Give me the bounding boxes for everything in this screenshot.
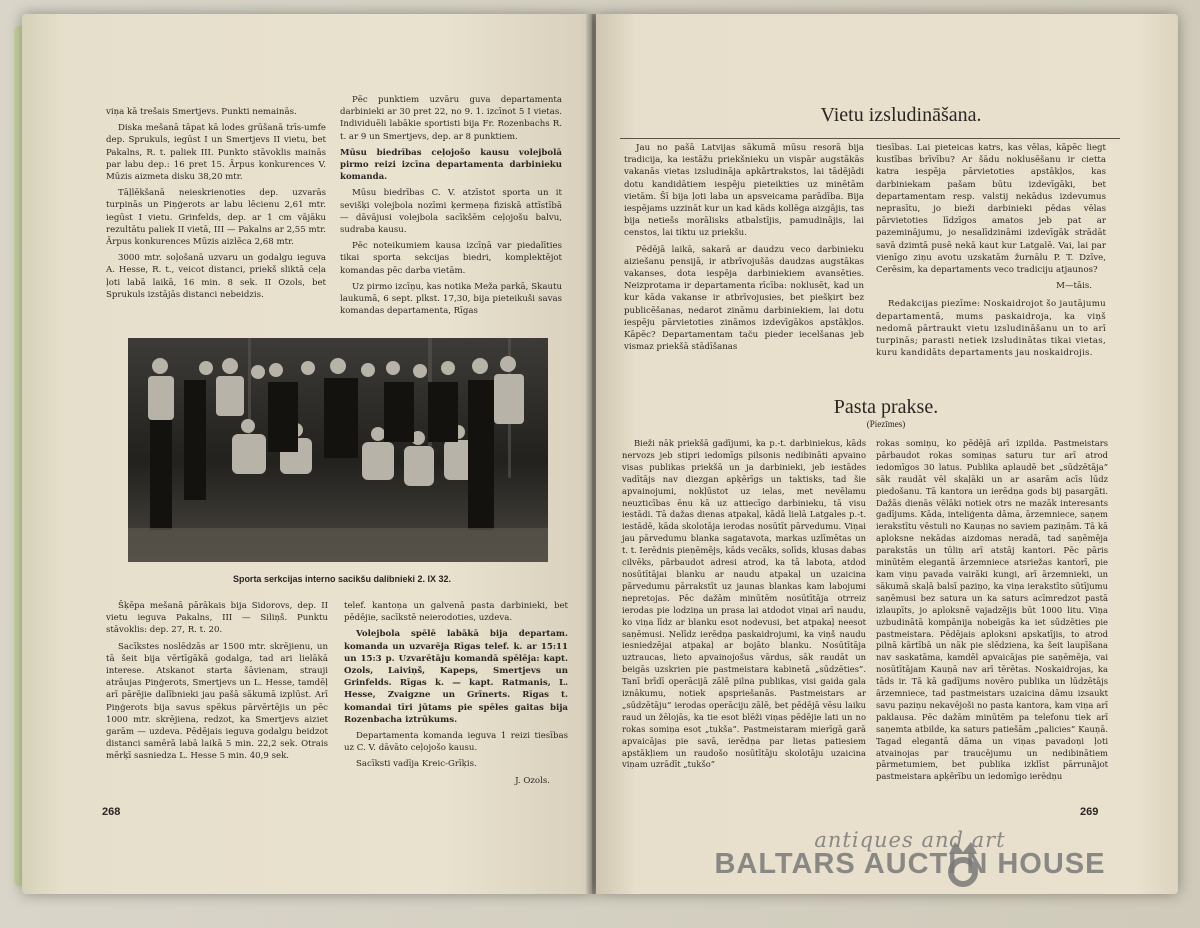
paragraph: Pēdējā laikā, sakarā ar daudzu veco darbinieku aiziešanu pensijā, ir atbrīvojušās daudzas augstākas vakanses, dota iespēja darbiniekiem avansēties. Neizprotama ir departamenta rīcība: noklusēt, kad un kur kāda vakanse ir atbrīvojusies, bet piešķirt bez publicēšanas, nedarot zināmu darbiniekiem, lai dotu iespēju pārvietoties zināmos izdevīgākos apstākļos. Kāpēc? Departamentam taču pieder iecelšanas jeb vismaz priekšā stādīšanas — [624, 244, 864, 353]
paragraph: Pēc noteikumiem kausa izcīņā var piedalīties tikai sporta sekcijas biedri, komplektējot komandas pēc darba vietām. — [340, 241, 562, 276]
paragraph: Sacīksti vadīja Kreic-Grīķis. — [356, 759, 477, 770]
left-column-3 — [106, 600, 328, 767]
paragraph: Uz pirmo izcīņu, kas notika Meža parkā, Skautu laukumā, 6 sept. plkst. 17,30, bija pieteikuši savas komandas departamenta, Rīgas — [340, 281, 562, 317]
paragraph: Diska mešanā tāpat kā lodes grūšanā trīs-umfe dep. Sprukuls, iegūst I un Smertjevs II vietu, bet Pakalns, R. t. paliek III. Punkto stāvoklis mainās par labu dep.: 16 pret 15. Ārpus konkurences V. Mūzis aizmeta disku 38,20 mtr. — [106, 123, 326, 183]
paragraph: Tāļlēkšanā neieskrienoties dep. uzvarās turpinās un Piņģerots ar labu lēcienu 2,61 mtr. iegūst I vietu. Grinfelds, dep. ar 1 cm vājāku rezultātu paliek II vietā, III — Pakalns ar 2,55 mtr. Ārpus konkurences Mūzis aizlēca 2,68 mtr. — [106, 188, 326, 248]
paragraph: Volejbola spēlē labākā bija departam. komanda un uzvarēja Rīgas telef. k. ar 15:11 un 15:3 p. Uzvarētāju komandā spēlēja: kapt. Ozols, Laiviņš, Kapeps, Smertjevs un Grinfelds. Rīgas k. — kapt. Ratmanis, L. Hesse, Zvaigzne un Grīnerts. Rīgas t. komandai tīri jūtams pie spēles gaitas bija Rozenbacha iztrūkums. — [344, 629, 568, 725]
watermark-tagline: antiques and art — [814, 828, 1006, 852]
title-rule — [620, 138, 1120, 139]
article-title-vietu: Vietu izsludināšana. — [820, 104, 982, 126]
left-column-4 — [344, 600, 568, 787]
paragraph: Bieži nāk priekšā gadījumi, ka p.-t. darbiniekus, kāds nervozs jeb stipri iedomīgs pilsonis nedibināti apvaino visas publikas priekšā un ja darbinieki, jeb iestādes vadītājs nav diezgan apķērīgs un taktisks, tad šie apvainojumi, nokļūstot uz ielas, met nevēlamu neuzticības ēnu kā uz attiecīgo darbinieku, tā visu iestādi. Tā dažas dienas atpakaļ, kādā lielā Latgales p.-t. iestādē, kāda skolotāja ierodas nosūtīt pārvedumu. Viņai jau pārvedumu blanka sagatavota, markas uzlīmētas un t. t. Ierēdnis pieņēmējs, kāds vecāks, solīds, klusas dabas cilvēks, pārbaudot adresi atrod, ka tā labota, atdod nosūtītājai blanku ar naudu atpakaļ un uzaicina pārvedumu pārrakstīt uz jaunas blankas kam labojumi nepretojas. Pēc dažām minūtēm nosūtītāja otrreiz ierodas pie lodziņa un prasa lai atdodot viņai arī naudu, ko viņa līdz ar blanku esot nodevusi, bet atpakaļ neesot saņēmusi. Nelīdz ierēdņa paskaidrojumi, ka viņš naudu iesniedzējai atpakaļ ar bojāto blanku. Nosūtītāja uztraucas, lieto apvainojošus vārdus, sāk raudāt un beigās uzskrien pie pastmeistara kabinetā „sūdzēties”. Tanī brīdī operācijā zālē pilna publikas, visi gaida gala iznākumu, notiek apspriešanās. Pastmeistars ar „sūdzētāju” ierodas operāciju zālē, bet pēdējā vēsu laiku raud un žēlojās, ka tie esot blēži viņas pēdējie lati un no rokas somiņa esot „tukša”. Pastmeistaram mierīgā garā apvaicājas pie savā, ierēdņa par lietas patiesiem apstākļiem un raudošo nosūtītāju skolotāju uzaicina viņam uzrādīt „tukšo” — [622, 438, 867, 770]
watermark — [690, 828, 1130, 881]
page-number-right: 269 — [1080, 806, 1099, 818]
team-photo-image — [128, 338, 548, 562]
team-photo — [128, 338, 548, 562]
paragraph: viņa kā trešais Smertjevs. Punkti nemainās. — [106, 107, 297, 117]
paragraph: 3000 mtr. soļošanā uzvaru un godalgu ieguva A. Hesse, R. t., veicot distanci, priekš sliktā ceļa ļoti labā laikā, 16 min. 8 sek. II Ozols, bet Sprukuls izstājās distanci nebeidzis. — [106, 253, 326, 300]
editor-note: Redakcijas piezīme: Noskaidrojot šo jautājumu departamentā, mums paskaidroja, ka viņš nedomā pārtraukt vietu izsludināšanu un to arī turpinās; parasti netiek izsludinātas tikai vietas, kuru kandidāts departaments jau noskaidrojis. — [876, 299, 1106, 359]
paragraph: Departamenta komanda ieguva 1 reizi tiesības uz C. V. dāvāto ceļojošo kausu. — [344, 731, 568, 754]
paragraph: Pēc punktiem uzvāru guva departamenta darbinieki ar 30 pret 22, no 9. 1. izcīnot 5 I vietas. Individuēli labākie sportisti bija Fr. Rozenbachs R. t. ar 9 un Smertjevs, dep. ar 8 punktiem. — [340, 95, 562, 142]
paragraph: Jau no pašā Latvijas sākumā mūsu resorā bija tradicija, ka iestāžu priekšnieku un vispār augstākās vakanās vietas izsludināja apkārtrakstos, lai tādējādi dotu kandidātiem iespēju pieteikties uz minētām vietām. Šī bija ļoti laba un apsveicama parādība. Bija iespējams uzzināt kur un kad kāds kollēga aizgājis, tas bija netiešs morālisks atbalstījis, pamudinājis, lai censtos, lai tiktu uz priekšu. — [624, 143, 864, 239]
signature: J. Ozols. — [515, 775, 550, 786]
paragraph-bold: Mūsu biedrības ceļojošo kausu volejbolā pirmo reizi izcīna departamenta darbinieku komanda. — [340, 147, 562, 183]
right-column-2 — [876, 142, 1106, 363]
page-number-left: 268 — [102, 806, 121, 818]
watermark-brand: BALTARS AUCTI N HOUSE — [714, 848, 1106, 880]
paragraph: Sacīkstes noslēdzās ar 1500 mtr. skrējienu, un tā šeit bija vērtīgākā godalga, tad ari lielākā interese. Atskanot starta šāvienam, strauji atrāujas Piņģerots, Smertjevs un L. Hesse, tamdēļ arī pārējie dalībnieki jau pašā sākumā izplūst. Arī Piņģerots bija savus spēkus pārvērtējis un pēc 1000 mtr. skrējiena, redzot, ka Smertjevs aiziet garām — uzdeva. Pēdējais ieguva godalgu beidzot distanci samērā labā laikā 5 min. 22,2 sek. Otrais mērķī sasniedza L. Hesse 5 min. 40,9 sek. — [106, 641, 328, 762]
right-column-1 — [624, 142, 864, 357]
author-initials: M—tāis. — [1056, 281, 1092, 292]
right-page — [596, 14, 1178, 894]
paragraph: Šķēpa mešanā pārākais bija Sidorovs, dep. II vietu ieguva Pakalns, III — Siliņš. Punktu stāvoklis: dep. 27, R. t. 20. — [106, 601, 328, 636]
paragraph: telef. kantoņa un galvenā pasta darbinieki, bet pēdējie, sacīkstē neierodoties, uzdeva. — [344, 601, 568, 624]
left-column-1 — [106, 106, 326, 305]
right-column-4 — [876, 438, 1108, 787]
paragraph: rokas somiņu, ko pēdējā arī izpilda. Pastmeistars pārbaudot rokas somiņas saturu tur arī atrod iedomīgos 30 latus. Publika aplaudē bet „sūdzētāja” sāk raudāt vēl skaļāki un ar asarām acīs lūdz piedošanu. Tā kantora un ierēdņa gods bij pasargāti. Dažās dienās vēlāki notiek otrs ne mazāk interesants gadījums. Kāda, inteliģenta dāma, ārzemniece, saņem ierakstītu vēstuli no Kauņas no saviem paziņām. Tā kā aploksne nekādas aizdomas neradā, tad saņēmēja parakstās un tūliņ arī atstāj kantori. Pēc pāris minūtēm elegantā ārzemniece atsriežas kantorī, pie kam viņu pavada vairāki kungi, arī ārzemnieki, un sākumā skaļā balsī paziņo, ka viņa ierakstīto sūtījumu saņēmusi bez satura un ka saturs acīmredzot pastā izlaupīts, jo aploksnē vajadzējis būt 1000 litu. Viņa uzbudinātā kompānija nobeigās ka iet sūdzēties pie pastmeistara. Pēdējais aploksni apskatījis, to atrod pilnā kārtībā un nāk pie slēdziena, ka šeit laupīšana nav saskatāma, kamdēl apvaicājas pie saņēmēja, vai nosūtītājam Kauņā nav arī tērētas. Noskaidrojas, ka tāds ir. Tā kā gadījums novēro publika un lūdzētājs ārzemniece, tad pastmeistars uzaicina dāmu izsaukt savu paziņu nekavējoši no pasta kantora, kam viņa arī paklausa. Pēc dažām minūtēm pa telefonu tiek arī saņemta atbilde, ka saturs patiešām „palicies” Kauņā. Tagad elegantā dāma un viņas pavadoņi ļoti atvainojas par traucējumu un nedibinātiem pārmetumiem, bet publika izklīst pārrunājot pastmeistara apķērību un iedomīgo ierēdņu — [876, 438, 1108, 782]
paragraph: Mūsu biedrības C. V. atzīstot sporta un it sevišķi volejbola nozīmi ķermeņa fiziskā attīstībā — dāvājusi volejbola sacīkšēm ceļojošu balvu, sudraba kausu. — [340, 188, 562, 236]
photo-caption: Sporta serkcijas interno sacikšu dalibnieki 2. IX 32. — [232, 574, 452, 584]
paragraph: tiesības. Lai pieteicas katrs, kas vēlas, kāpēc liegt kustības brīvību? Ar šādu noklusēšanu ir cietta katra iespēja pārvietoties apstākļos, kas darbiniekam pašam būtu izdevīgāki, bet departamentam resp. valstij nekādus izdevumus neprasītu, jo bieži darbinieki pēdas vēlas pārvietoties līdzīgos amatos jeb pat ar pazeminājumu, jo nesalīdzināmi izdevīgāk strādāt savā dzimtā pusē nekā kaut kur Latgalē. Vai, lai par vienīgo ziņu avotu uzskatām žurnālu P. T. Dzīve, Cerēsim, ka departaments veco tradiciju atjaunos? — [876, 143, 1106, 276]
left-column-2 — [340, 94, 562, 321]
left-page — [22, 14, 592, 894]
article-subtitle: (Piezīmes) — [866, 419, 906, 429]
right-column-3 — [622, 438, 866, 775]
article-title-pasta: Pasta prakse. — [833, 396, 939, 418]
crown-icon — [946, 832, 980, 888]
